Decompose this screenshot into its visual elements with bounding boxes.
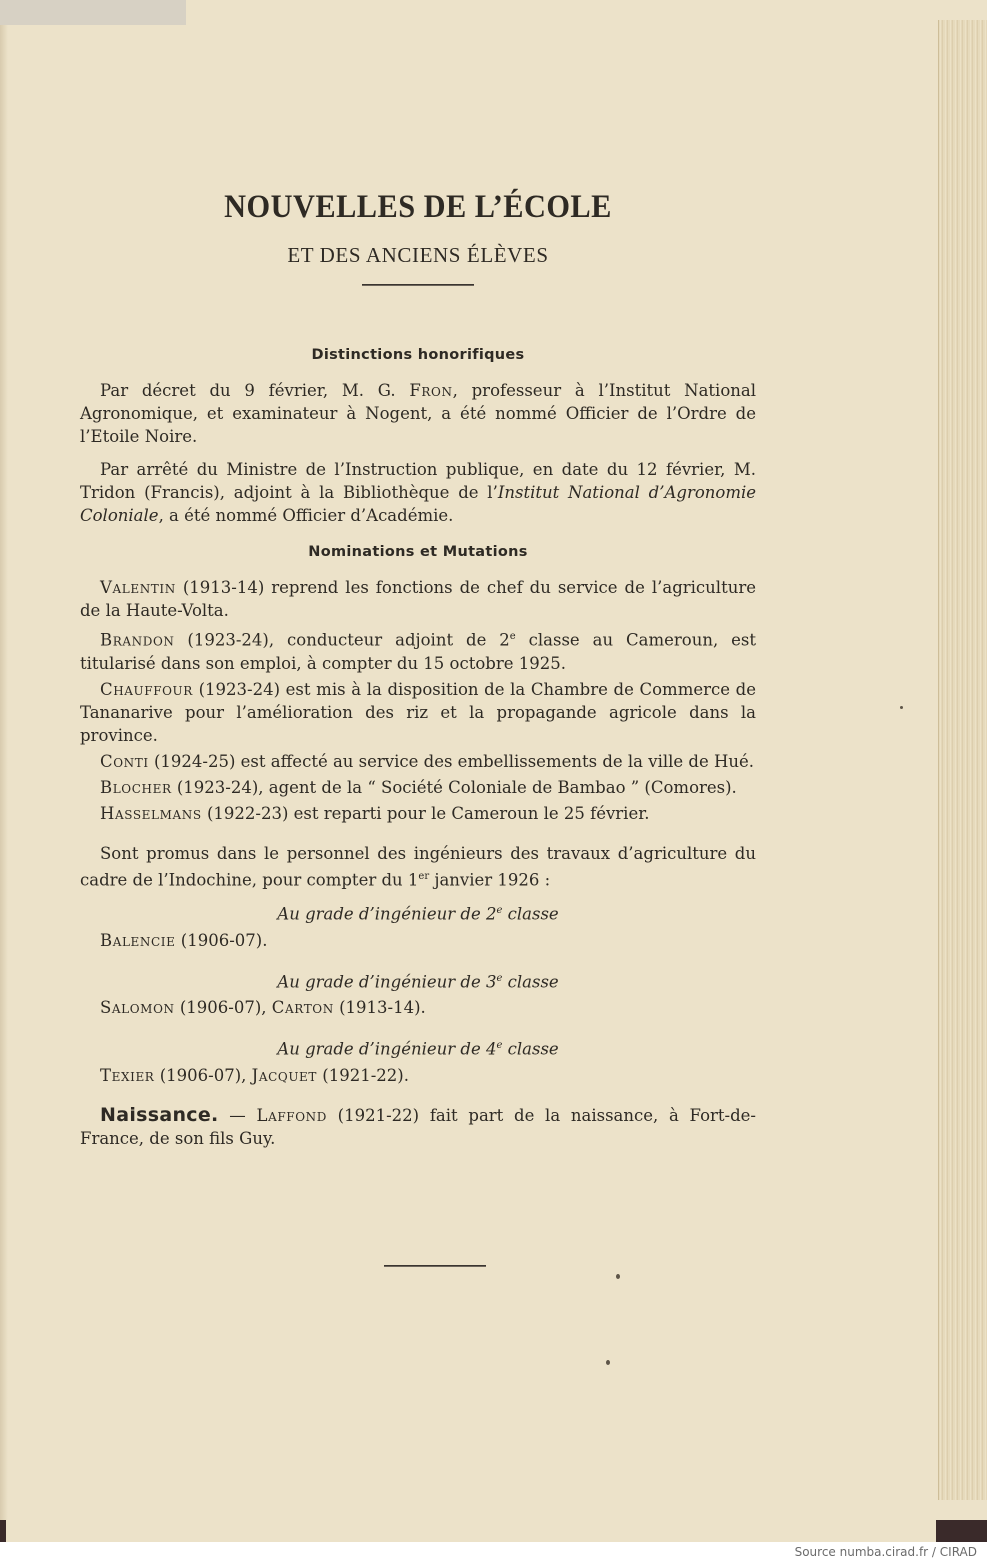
distinctions-heading: Distinctions honorifiques bbox=[311, 347, 525, 363]
text: Au grade d’ingénieur de 3 bbox=[277, 972, 497, 991]
naissance-label: Naissance. bbox=[100, 1103, 219, 1126]
nomination-item bbox=[80, 576, 756, 622]
nomination-item bbox=[80, 776, 756, 799]
grade-heading bbox=[80, 899, 756, 926]
text: , professeur à l’Institut National Agronomique, et examinateur à Nogent, a été nommé Officier de l’Ordre de l’Etoile Noire. bbox=[80, 381, 756, 446]
text: Par décret du 9 février, M. G. bbox=[100, 381, 410, 400]
text: (1923-24) est mis à la disposition de la Chambre de Commerce de Tananarive pour l’amélioration des riz et la propagande agricole dans la province. bbox=[80, 679, 756, 745]
article bbox=[80, 186, 756, 1150]
superscript: er bbox=[418, 870, 430, 882]
nomination-item bbox=[80, 625, 756, 675]
text: (1923-24), conducteur adjoint de 2 bbox=[174, 630, 510, 650]
person-name: Texier bbox=[100, 1065, 155, 1085]
text: classe bbox=[502, 904, 559, 924]
text: (1906-07), bbox=[174, 998, 272, 1017]
text: (1913-14) reprend les fonctions de chef du service de l’agriculture de la Haute-Volta. bbox=[80, 578, 756, 620]
title-rule bbox=[362, 284, 474, 286]
person-name: Fron bbox=[409, 381, 453, 400]
text: (1906-07). bbox=[175, 930, 268, 950]
text: Par arrêté du Ministre de l’Instruction publique, en date du 12 février, M. Tridon (Francis), adjoint à la Bibliothèque de l’ bbox=[80, 460, 756, 502]
superscript: e bbox=[496, 1040, 503, 1051]
paper-speck bbox=[616, 1274, 620, 1279]
institution-name: Institut National d’Agronomie Coloniale bbox=[80, 483, 757, 525]
nomination-item bbox=[80, 678, 756, 747]
text: (1924-25) est affecté au service des embellissements de la ville de Hué. bbox=[148, 751, 755, 771]
text: classe bbox=[502, 972, 559, 991]
text: classe au Cameroun, est titularisé dans son emploi, à compter du 15 octobre 1925. bbox=[80, 630, 756, 673]
person-name: Salomon bbox=[100, 998, 175, 1017]
page-bottom bbox=[6, 1520, 936, 1542]
text: janvier 1926 : bbox=[429, 870, 551, 889]
text: (1906-07), bbox=[154, 1065, 252, 1085]
person-name: Balencie bbox=[100, 930, 176, 950]
nomination-item bbox=[80, 802, 756, 825]
person-name: Laffond bbox=[256, 1105, 327, 1125]
nominations-heading: Nominations et Mutations bbox=[308, 544, 528, 560]
person-name: Hasselmans bbox=[100, 803, 202, 823]
distinctions-paragraph-2 bbox=[80, 458, 756, 527]
text: (1913-14). bbox=[333, 998, 426, 1017]
grade-names bbox=[80, 996, 756, 1019]
text: Au grade d’ingénieur de 2 bbox=[277, 904, 497, 924]
person-name: Chauffour bbox=[100, 679, 193, 699]
person-name: Carton bbox=[271, 998, 334, 1017]
page-title: NOUVELLES DE L’ÉCOLE bbox=[224, 189, 612, 225]
text: Au grade d’ingénieur de 4 bbox=[277, 1039, 497, 1059]
person-name: Valentin bbox=[100, 578, 176, 597]
book-bottom-edge bbox=[0, 1520, 987, 1542]
person-name: Jacquet bbox=[251, 1065, 318, 1085]
superscript: e bbox=[509, 631, 516, 642]
text: Sont promus dans le personnel des ingénieurs des travaux d’agriculture du cadre de l’Indochine, pour compter du 1 bbox=[80, 843, 756, 889]
source-credit: Source numba.cirad.fr / CIRAD bbox=[794, 1545, 977, 1559]
paper-speck bbox=[606, 1360, 610, 1365]
grade-heading bbox=[80, 967, 756, 994]
distinctions-paragraph-1 bbox=[80, 379, 756, 448]
grade-names bbox=[80, 929, 756, 952]
end-rule bbox=[384, 1265, 486, 1267]
person-name: Conti bbox=[100, 751, 149, 771]
grade-names bbox=[80, 1064, 756, 1087]
text: (1923-24), agent de la “ Société Coloniale de Bambao ” (Comores). bbox=[171, 777, 737, 797]
page-edge bbox=[938, 20, 987, 1500]
grade-heading bbox=[80, 1034, 756, 1061]
nomination-item bbox=[80, 750, 756, 773]
page-corner-background bbox=[0, 0, 186, 25]
text: (1922-23) est reparti pour le Cameroun le 25 février. bbox=[201, 803, 650, 823]
superscript: e bbox=[496, 972, 503, 984]
page-subtitle: ET DES ANCIENS ÉLÈVES bbox=[287, 243, 549, 267]
text: (1921-22) fait part de la naissance, à Fort-de-France, de son fils Guy. bbox=[80, 1105, 756, 1148]
promotions-intro bbox=[80, 842, 756, 892]
page-shadow bbox=[0, 0, 8, 1542]
naissance-paragraph bbox=[80, 1104, 756, 1150]
superscript: e bbox=[496, 905, 503, 916]
text: (1921-22). bbox=[317, 1065, 409, 1085]
text: , a été nommé Officier d’Académie. bbox=[158, 506, 454, 525]
person-name: Brandon bbox=[100, 630, 175, 650]
text: classe bbox=[502, 1039, 559, 1059]
paper-speck bbox=[900, 706, 903, 709]
person-name: Blocher bbox=[100, 777, 172, 797]
text: — bbox=[218, 1105, 257, 1125]
